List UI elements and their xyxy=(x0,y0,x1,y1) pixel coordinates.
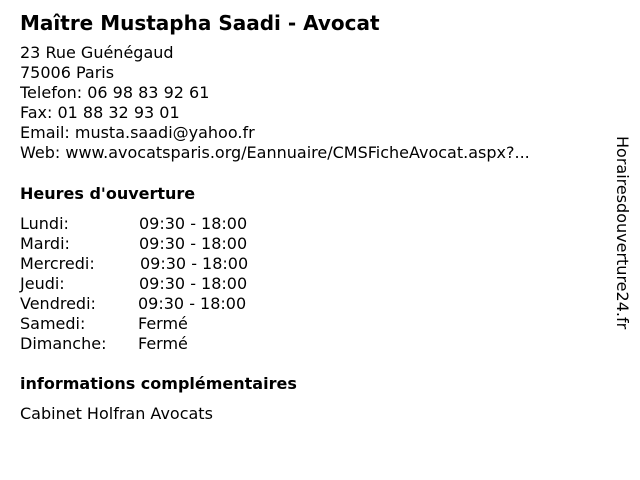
day-hours: 09:30 - 18:00 xyxy=(140,254,249,273)
day-label: Samedi: xyxy=(20,314,86,333)
email-address: Email: musta.saadi@yahoo.fr xyxy=(20,123,255,142)
day-label: Jeudi: xyxy=(20,274,65,293)
hours-row-thursday xyxy=(20,274,420,294)
hours-table xyxy=(20,214,420,354)
page-title: Maître Mustapha Saadi - Avocat xyxy=(20,11,380,35)
hours-heading: Heures d'ouverture xyxy=(20,184,196,203)
site-watermark-label: Horairesdouverture24.fr xyxy=(613,136,632,330)
fax-number: Fax: 01 88 32 93 01 xyxy=(20,103,180,122)
day-hours: Fermé xyxy=(138,334,188,353)
day-hours: Fermé xyxy=(138,314,188,333)
hours-row-friday xyxy=(20,294,420,314)
contact-block xyxy=(20,43,595,163)
postal-city: 75006 Paris xyxy=(20,63,115,82)
hours-row-saturday xyxy=(20,314,420,334)
street-address: 23 Rue Guénégaud xyxy=(20,43,174,62)
info-heading: informations complémentaires xyxy=(20,374,297,393)
day-label: Lundi: xyxy=(20,214,69,233)
hours-row-wednesday xyxy=(20,254,420,274)
day-hours: 09:30 - 18:00 xyxy=(139,274,248,293)
info-text: Cabinet Holfran Avocats xyxy=(20,404,213,423)
hours-row-tuesday xyxy=(20,234,420,254)
day-hours: 09:30 - 18:00 xyxy=(139,214,248,233)
phone-number: Telefon: 06 98 83 92 61 xyxy=(20,83,210,102)
hours-row-sunday xyxy=(20,334,420,354)
day-label: Mercredi: xyxy=(20,254,95,273)
day-label: Mardi: xyxy=(20,234,70,253)
day-label: Vendredi: xyxy=(20,294,96,313)
day-hours: 09:30 - 18:00 xyxy=(138,294,247,313)
hours-row-monday xyxy=(20,214,420,234)
website-url: Web: www.avocatsparis.org/Eannuaire/CMSFicheAvocat.aspx?... xyxy=(20,143,530,162)
day-hours: 09:30 - 18:00 xyxy=(139,234,248,253)
day-label: Dimanche: xyxy=(20,334,107,353)
